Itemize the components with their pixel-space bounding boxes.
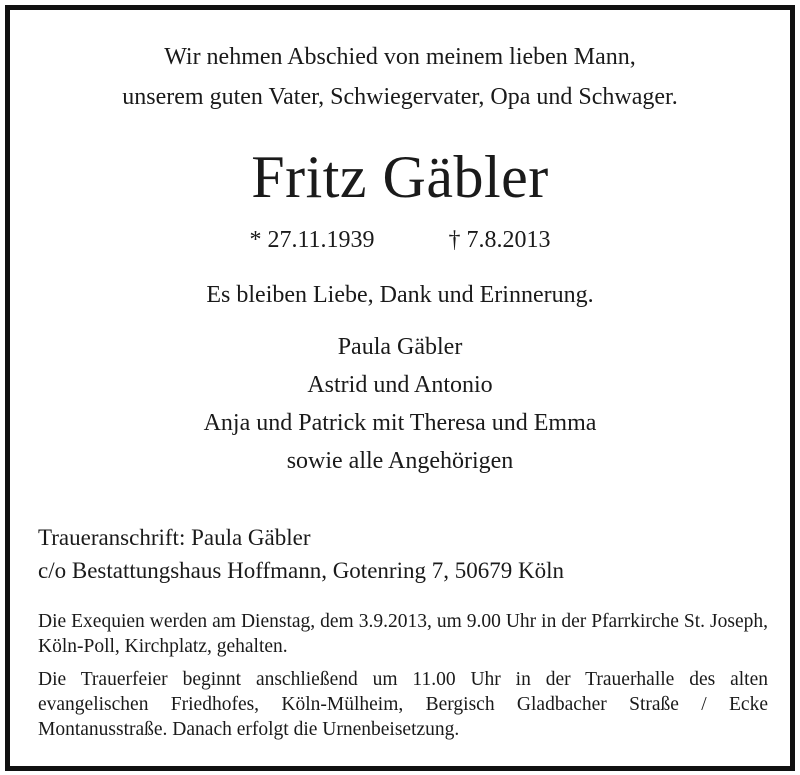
exequies-paragraph: Die Exequien werden am Dienstag, dem 3.9.2013, um 9.00 Uhr in der Pfarrkirche St. Joseph, Köln-Poll, Kirchplatz, gehalten. bbox=[38, 611, 768, 657]
mourning-address bbox=[38, 521, 768, 587]
mourner-entry: Astrid und Antonio bbox=[307, 372, 493, 398]
life-dates bbox=[10, 223, 790, 257]
intro-line: Wir nehmen Abschied von meinem lieben Mann, bbox=[164, 44, 636, 70]
mourner-entry: sowie alle Angehörigen bbox=[286, 448, 514, 474]
memorial-quote: Es bleiben Liebe, Dank und Erinnerung. bbox=[206, 282, 594, 308]
intro-line: unserem guten Vater, Schwiegervater, Opa und Schwager. bbox=[122, 84, 678, 110]
mourner-entry: Paula Gäbler bbox=[337, 334, 463, 360]
mourner-entry: Anja und Patrick mit Theresa und Emma bbox=[203, 410, 597, 436]
deceased-name: Fritz Gäbler bbox=[251, 144, 549, 210]
death-date: † 7.8.2013 bbox=[448, 227, 551, 253]
address-line: Traueranschrift: Paula Gäbler bbox=[38, 525, 311, 550]
mourners-list bbox=[10, 328, 790, 480]
intro-text bbox=[10, 37, 790, 117]
address-line: c/o Bestattungshaus Hoffmann, Gotenring 7, 50679 Köln bbox=[38, 558, 564, 583]
obituary-notice bbox=[5, 5, 795, 771]
birth-date: * 27.11.1939 bbox=[249, 227, 375, 253]
ceremony-paragraph: Die Trauerfeier beginnt anschließend um 11.00 Uhr in der Trauerhalle des alten evangelischen Friedhofes, Köln-Mülheim, Bergisch Gladbacher Straße / Ecke Montanusstraße. Danach erfolgt die Urnenbeisetzung. bbox=[38, 669, 768, 740]
